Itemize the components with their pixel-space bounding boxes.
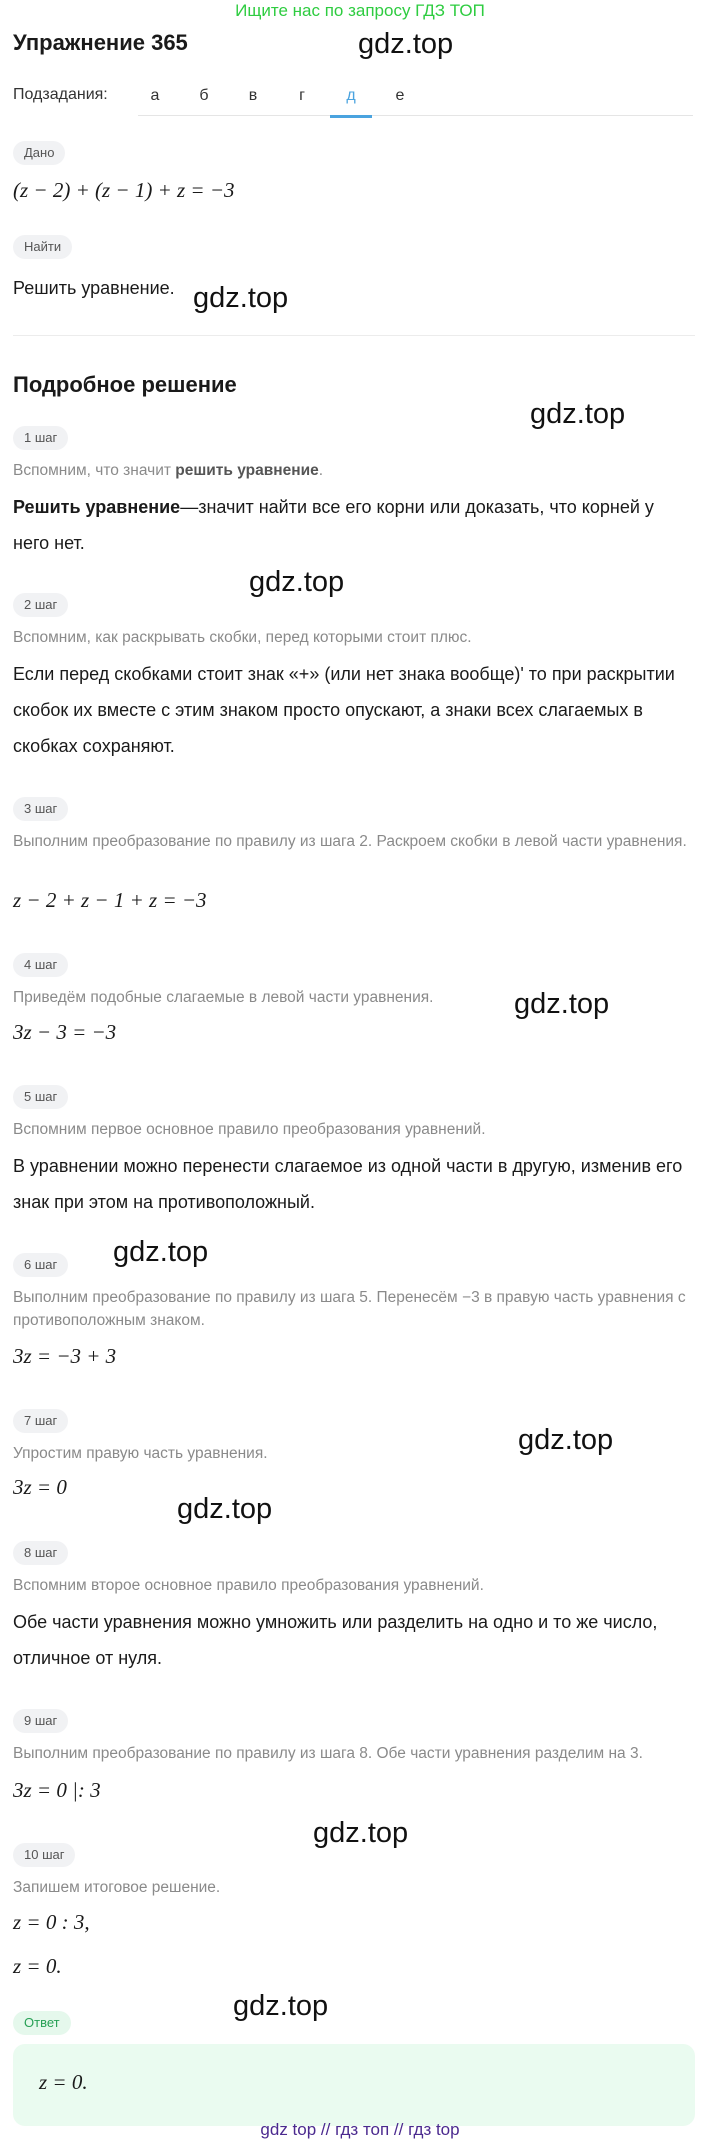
step-3-chip: 3 шаг	[13, 797, 68, 821]
subtasks-bar	[13, 84, 693, 118]
watermark: gdz.top	[514, 988, 610, 1020]
solution-title: Подробное решение	[13, 372, 237, 397]
tab-e[interactable]: е	[395, 87, 405, 104]
step-9-math: 3z = 0 |: 3	[13, 1778, 101, 1802]
watermark: gdz.top	[530, 398, 626, 430]
step-6-math: 3z = −3 + 3	[13, 1344, 117, 1368]
step-5-body: В уравнении можно перенести слагаемое из одной части в другую, изменив его знак при этом на противоположный.	[13, 1156, 683, 1212]
step-1-chip: 1 шаг	[13, 426, 68, 450]
footer-links[interactable]: gdz top // гдз топ // гдз top	[260, 2120, 460, 2139]
step-8-note: Вспомним второе основное правило преобразования уравнений.	[13, 1577, 484, 1594]
step-4-note: Приведём подобные слагаемые в левой части уравнения.	[13, 989, 434, 1006]
tab-b[interactable]: б	[199, 87, 209, 104]
tab-v[interactable]: в	[248, 87, 258, 104]
step-4-math: 3z − 3 = −3	[13, 1020, 117, 1044]
watermark: gdz.top	[249, 566, 345, 598]
step-4-chip: 4 шаг	[13, 953, 68, 977]
step-1-body: Решить уравнение—значит найти все его корни или доказать, что корней у него нет.	[13, 497, 654, 553]
answer-value: z = 0.	[39, 2070, 88, 2094]
watermark: gdz.top	[177, 1493, 273, 1525]
watermark: gdz.top	[518, 1424, 614, 1456]
watermark: gdz.top	[193, 282, 289, 314]
find-text: Решить уравнение.	[13, 278, 175, 298]
step-5-note: Вспомним первое основное правило преобразования уравнений.	[13, 1121, 486, 1138]
step-9-note: Выполним преобразование по правилу из шага 8. Обе части уравнения разделим на 3.	[13, 1745, 643, 1762]
subtasks-label: Подзадания:	[13, 86, 108, 103]
step-6-note: Выполним преобразование по правилу из шага 5. Перенесём −3 в правую часть уравнения с противоположным знаком.	[13, 1289, 686, 1329]
tab-g[interactable]: г	[299, 87, 305, 104]
step-7-note: Упростим правую часть уравнения.	[13, 1445, 268, 1462]
step-7-chip: 7 шаг	[13, 1409, 68, 1433]
divider	[13, 335, 695, 336]
step-6-chip: 6 шаг	[13, 1253, 68, 1277]
watermark: gdz.top	[313, 1817, 409, 1849]
step-3-note: Выполним преобразование по правилу из шага 2. Раскроем скобки в левой части уравнения.	[13, 833, 687, 850]
watermark: gdz.top	[358, 28, 454, 60]
step-7-math: 3z = 0	[13, 1475, 67, 1499]
step-8-chip: 8 шаг	[13, 1541, 68, 1565]
watermark: gdz.top	[233, 1990, 329, 2022]
step-2-note: Вспомним, как раскрывать скобки, перед которыми стоит плюс.	[13, 629, 472, 646]
answer-chip: Ответ	[13, 2011, 71, 2035]
step-8-body: Обе части уравнения можно умножить или разделить на одно и то же число, отличное от нуля.	[13, 1612, 658, 1668]
step-10-chip: 10 шаг	[13, 1843, 75, 1867]
given-chip: Дано	[13, 141, 65, 165]
step-1-note: Вспомним, что значит решить уравнение.	[13, 462, 324, 479]
page-title: Упражнение 365	[13, 30, 188, 55]
step-2-body: Если перед скобками стоит знак «+» (или нет знака вообще)' то при раскрытии скобок их вместе с этим знаком просто опускают, а знаки всех слагаемых в скобках сохраняют.	[13, 664, 675, 756]
tab-d[interactable]: д	[330, 84, 372, 118]
step-10-math-final: z = 0.	[13, 1954, 62, 1978]
step-10-note: Запишем итоговое решение.	[13, 1879, 221, 1896]
watermark: gdz.top	[113, 1236, 209, 1268]
step-5-chip: 5 шаг	[13, 1085, 68, 1109]
step-10-math: z = 0 : 3,	[13, 1910, 90, 1934]
step-9-chip: 9 шаг	[13, 1709, 68, 1733]
find-chip: Найти	[13, 235, 72, 259]
given-equation: (z − 2) + (z − 1) + z = −3	[13, 178, 235, 202]
promo-link[interactable]: Ищите нас по запросу ГДЗ ТОП	[235, 1, 485, 20]
answer-box	[13, 2044, 695, 2126]
step-2-chip: 2 шаг	[13, 593, 68, 617]
step-3-math: z − 2 + z − 1 + z = −3	[13, 888, 207, 912]
tab-a[interactable]: а	[150, 87, 160, 104]
